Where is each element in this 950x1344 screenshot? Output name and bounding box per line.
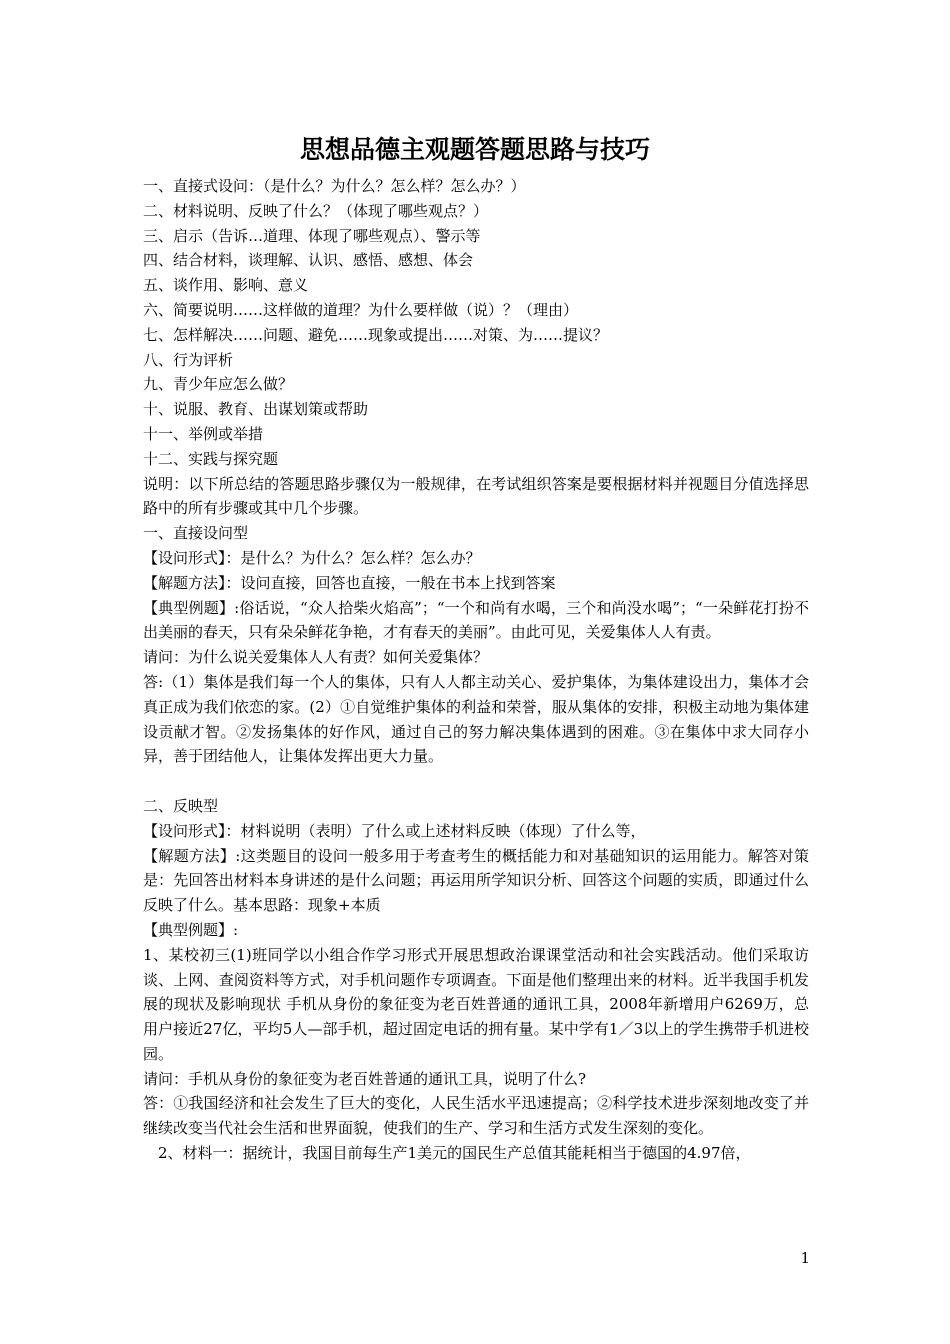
section-heading: 二、反映型 [143, 796, 219, 815]
paragraph: 2、材料一：据统计，我国目前每生产1美元的国民生产总值其能耗相当于德国的4.97倍， [158, 1144, 751, 1163]
paragraph: 答:（1）集体是我们每一个人的集体，只有人人都主动关心、爱护集体，为集体建设出力，集体才会真正成为我们依恋的家。(2）①自觉维护集体的利益和荣誉，服从集体的安排，积极主动地为集体建设贡献才智。②发扬集体的好作风，通过自己的努力解决集体遇到的困难。③在集体中求大同存小异，善于团结他人，让集体发挥出更大力量。 [143, 672, 809, 766]
paragraph: 九、青少年应怎么做？ [143, 375, 294, 394]
paragraph: 【设问形式】：是什么？为什么？怎么样？怎么办？ [143, 548, 481, 567]
paragraph: 十、说服、教育、出谋划策或帮助 [143, 400, 369, 419]
paragraph: 十二、实践与探究题 [143, 449, 279, 468]
document-body [143, 174, 809, 1166]
paragraph: 三、启示（告诉…道理、体现了哪些观点）、警示等 [143, 226, 481, 245]
paragraph: 四、结合材料，谈理解、认识、感悟、感想、体会 [143, 251, 474, 270]
paragraph: 说明：以下所总结的答题思路步骤仅为一般规律，在考试组织答案是要根据材料并视题目分值选择思路中的所有步骤或其中几个步骤。 [143, 474, 809, 518]
paragraph: 【解题方法】：设问直接，回答也直接，一般在书本上找到答案 [143, 573, 556, 592]
paragraph: 十一、举例或举措 [143, 424, 264, 443]
paragraph: 七、怎样解决……问题、避免……现象或提出……对策、为……提议？ [143, 325, 609, 344]
paragraph: 请问：为什么说关爱集体人人有责？如何关爱集体？ [143, 648, 489, 667]
paragraph: 【典型例题】:俗话说，“众人拾柴火焰高”；“一个和尚有水喝，三个和尚没水喝”；“一朵鲜花打扮不出美丽的春天，只有朵朵鲜花争艳，才有春天的美丽”。由此可见，关爱集体人人有责。 [143, 598, 809, 642]
paragraph: 【设问形式】：材料说明（表明）了什么或上述材料反映（体现）了什么等， [143, 821, 646, 840]
paragraph: 一、直接式设问：（是什么？为什么？怎么样？怎么办？） [143, 177, 526, 195]
paragraph: 1、某校初三(1)班同学以小组合作学习形式开展思想政治课课堂活动和社会实践活动。他们采取访谈、上网、查阅资料等方式，对手机问题作专项调查。下面是他们整理出来的材料。近半我国手机发展的现状及影响现状 手机从身份的象征变为老百姓普通的通讯工具，2008年新增用户6269万，总用户接近27亿，平均5人—部手机，超过固定电话的拥有量。某中学有1／3以上的学生携带手机进校园。 [143, 945, 809, 1063]
paragraph: 请问：手机从身份的象征变为老百姓普通的通讯工具，说明了什么? [143, 1069, 587, 1088]
paragraph: 【典型例题】: [143, 920, 239, 939]
paragraph: 八、行为评析 [143, 350, 234, 369]
page-number: 1 [800, 1249, 810, 1267]
page-title: 思想品德主观题答题思路与技巧 [299, 135, 650, 164]
paragraph: 五、谈作用、影响、意义 [143, 276, 309, 295]
paragraph: 二、材料说明、反映了什么？（体现了哪些观点？） [143, 201, 489, 220]
paragraph: 六、简要说明……这样做的道理？为什么要样做（说）？（理由） [143, 300, 579, 319]
blank-line [143, 769, 809, 794]
paragraph: 答：①我国经济和社会发生了巨大的变化，人民生活水平迅速提高；②科学技术进步深刻地改变了并继续改变当代社会生活和世界面貌，使我们的生产、学习和生活方式发生深刻的变化。 [143, 1094, 809, 1138]
section-heading: 一、直接设问型 [143, 524, 249, 543]
paragraph: 【解题方法】:这类题目的设问一般多用于考查考生的概括能力和对基础知识的运用能力。解答对策是：先回答出材料本身讲述的是什么问题；再运用所学知识分析、回答这个问题的实质，即通过什么反映了什么。基本思路：现象+本质 [143, 846, 809, 915]
